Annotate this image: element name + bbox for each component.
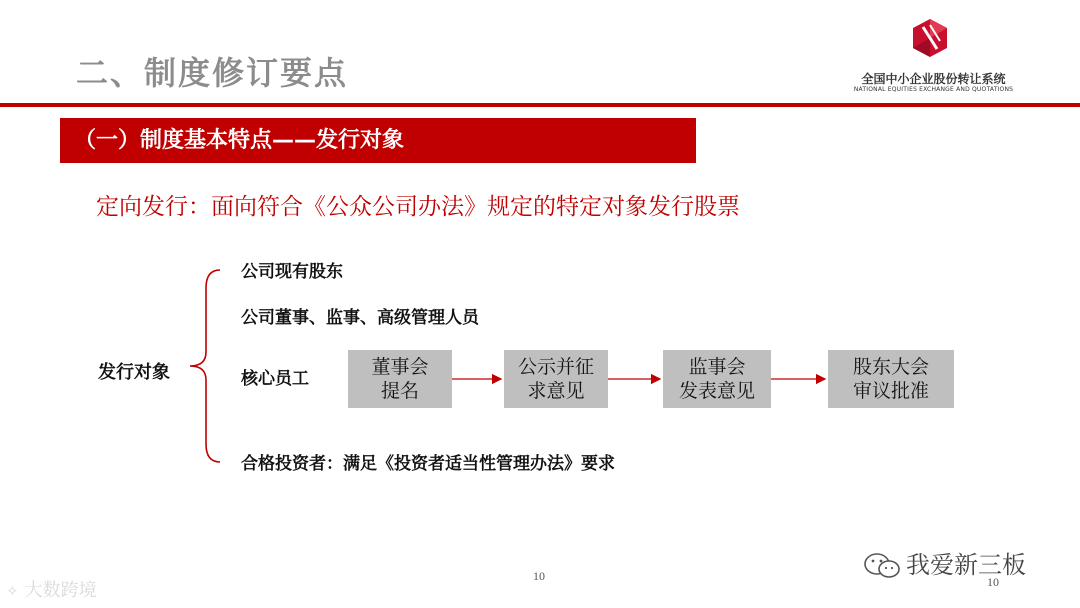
exchange-logo	[846, 18, 1021, 98]
flow-step-label: 董事会 提名	[371, 356, 429, 402]
branch-qualified-investors: 合格投资者：满足《投资者适当性管理办法》要求	[241, 454, 615, 474]
logo-english-name: NATIONAL EQUITIES EXCHANGE AND QUOTATIONS	[853, 86, 1014, 93]
branch-core-employees: 核心员工	[241, 369, 309, 389]
flow-step-supervisory-opinion	[663, 350, 771, 408]
flow-step-board-nomination	[348, 350, 452, 408]
page-number-corner: 10	[987, 575, 999, 589]
flow-step-label: 监事会 发表意见	[678, 356, 755, 402]
flow-step-public-notice	[504, 350, 608, 408]
wechat-account-label	[862, 545, 1026, 581]
issuance-target-label: 发行对象	[98, 362, 170, 383]
flow-step-label: 公示并征 求意见	[517, 356, 594, 402]
page-number: 10	[533, 569, 545, 583]
neeq-logo-icon	[910, 18, 950, 58]
watermark-text: 大数跨境	[24, 580, 97, 601]
slide-title: 二、制度修订要点	[76, 54, 349, 92]
header-divider	[0, 103, 1080, 107]
watermark-logo-icon: ✧	[6, 582, 19, 600]
watermark	[6, 576, 97, 602]
wechat-name: 我爱新三板	[906, 551, 1026, 579]
branch-existing-shareholders: 公司现有股东	[241, 262, 343, 282]
flow-step-label: 股东大会 审议批准	[852, 356, 929, 402]
wechat-icon	[862, 551, 902, 581]
definition-text: 定向发行：面向符合《公众公司办法》规定的特定对象发行股票	[96, 194, 740, 220]
flow-step-shareholder-approval	[828, 350, 954, 408]
branch-directors-supervisors: 公司董事、监事、高级管理人员	[241, 308, 479, 328]
curly-brace-icon	[186, 268, 226, 464]
logo-chinese-name: 全国中小企业股份转让系统	[861, 72, 1006, 86]
section-banner: （一）制度基本特点——发行对象	[60, 118, 696, 163]
